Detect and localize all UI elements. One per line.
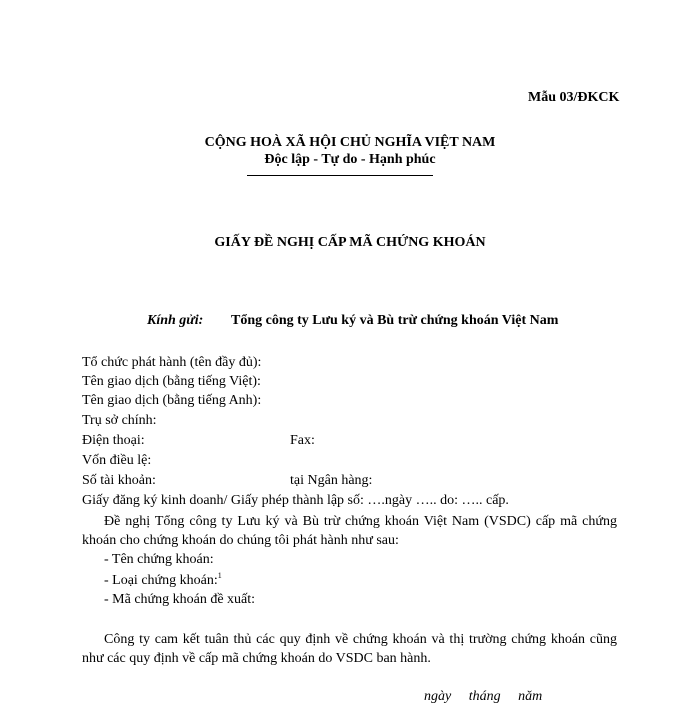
document-title: GIẤY ĐỀ NGHỊ CẤP MÃ CHỨNG KHOÁN bbox=[214, 235, 486, 250]
issuer-field: Tổ chức phát hành (tên đầy đủ): bbox=[82, 355, 262, 370]
commitment-text: Công ty cam kết tuân thủ các quy định về chứng khoán và thị trường chứng khoán cũng như các quy định về cấp mã chứng khoán do VSDC ban hành. bbox=[82, 632, 617, 666]
account-number-field: Số tài khoản: bbox=[82, 473, 156, 488]
country-heading: CỘNG HOÀ XÃ HỘI CHỦ NGHĨA VIỆT NAM bbox=[204, 135, 496, 150]
fax-field: Fax: bbox=[290, 433, 315, 448]
bank-field: tại Ngân hàng: bbox=[290, 473, 373, 488]
request-text: Đề nghị Tổng công ty Lưu ký và Bù trừ chứng khoán Việt Nam (VSDC) cấp mã chứng khoán cho chứng khoán do chúng tôi phát hành như sau: bbox=[82, 514, 617, 548]
phone-field: Điện thoại: bbox=[82, 433, 145, 448]
footnote-marker: 1 bbox=[217, 571, 222, 580]
recipient-label: Kính gửi: bbox=[147, 313, 204, 328]
trade-name-vi-field: Tên giao dịch (bằng tiếng Việt): bbox=[82, 374, 261, 389]
license-field: Giấy đăng ký kinh doanh/ Giấy phép thành lập số: ….ngày ….. do: ….. cấp. bbox=[82, 493, 509, 508]
recipient-name: Tổng công ty Lưu ký và Bù trừ chứng khoán Việt Nam bbox=[231, 313, 559, 328]
head-office-field: Trụ sở chính: bbox=[82, 413, 157, 428]
date-line: ngày tháng năm bbox=[424, 689, 543, 704]
bullet-proposed-code: - Mã chứng khoán đề xuất: bbox=[104, 592, 256, 607]
commitment-paragraph bbox=[82, 630, 617, 668]
motto-underline bbox=[247, 175, 433, 176]
motto: Độc lập - Tự do - Hạnh phúc bbox=[264, 152, 436, 167]
form-code: Mẫu 03/ĐKCK bbox=[528, 90, 620, 105]
bullet-security-type bbox=[104, 571, 222, 589]
bullet-security-type-label: - Loại chứng khoán: bbox=[104, 573, 218, 588]
request-paragraph bbox=[82, 512, 617, 550]
charter-capital-field: Vốn điều lệ: bbox=[82, 453, 152, 468]
bullet-security-name: - Tên chứng khoán: bbox=[104, 552, 214, 567]
trade-name-en-field: Tên giao dịch (bằng tiếng Anh): bbox=[82, 393, 262, 408]
